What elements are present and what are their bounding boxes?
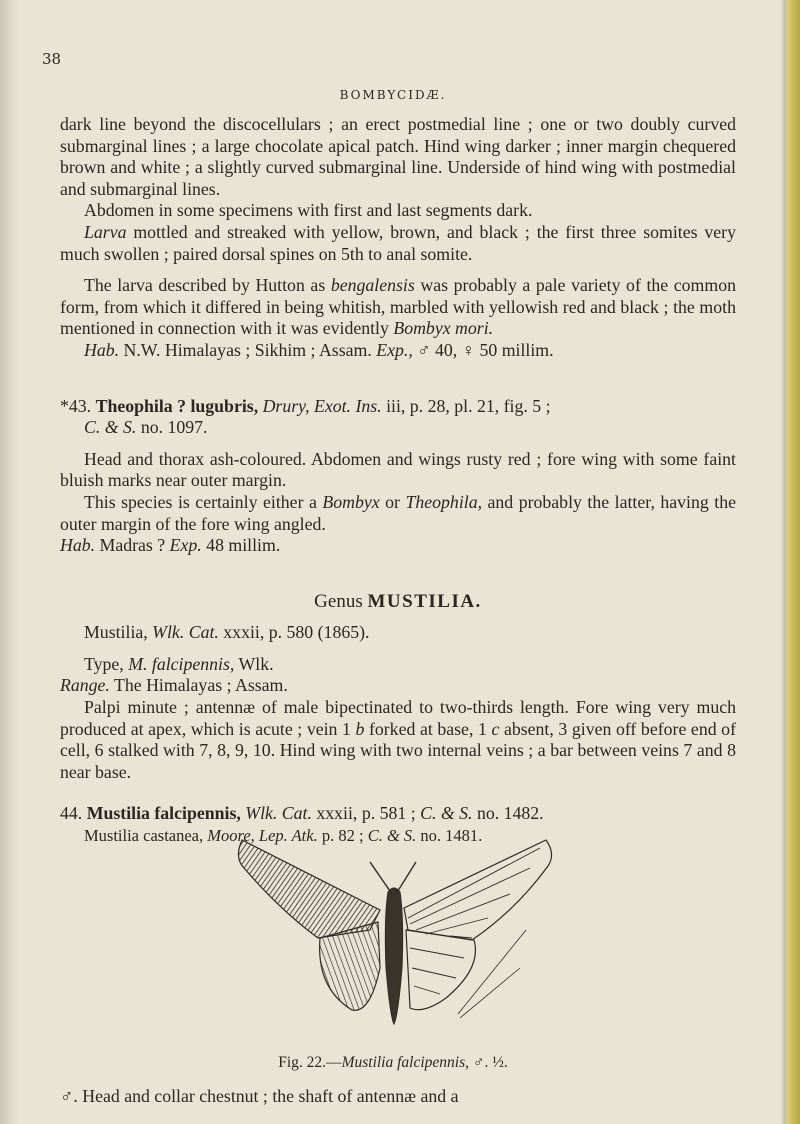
page-number: 38 bbox=[42, 50, 62, 68]
species-43-description: Head and thorax ash-coloured. Abdomen and wings rusty red ; fore wing with some faint bluish marks near outer margin. bbox=[60, 448, 736, 491]
genus-type: Type, M. falcipennis, Wlk. Range. The Himalayas ; Assam. bbox=[60, 653, 288, 696]
genus-name: MUSTILIA. bbox=[367, 590, 482, 612]
book-edge bbox=[786, 0, 800, 1124]
species-43-remark: This species is certainly either a Bombyx or Theophila, and probably the latter, having the outer margin of the fore wing angled. Hab. Madras ? Exp. 48 millim. bbox=[60, 491, 736, 556]
right-hind-wing bbox=[406, 930, 475, 1010]
moth-illustration bbox=[220, 818, 580, 1056]
species-43-heading: *43. Theophila ? lugubris, Drury, Exot. Ins. iii, p. 28, pl. 21, fig. 5 ; C. & S. no. 1097. bbox=[60, 395, 551, 438]
paragraph-wing-description: dark line beyond the discocellulars ; an erect postmedial line ; one or two doubly curved submarginal lines ; a large chocolate apical patch. Hind wing darker ; inner margin chequered brown and white ; a slightly curved submarginal line. Underside of hind wing with postmedial and submarginal lines. bbox=[60, 114, 736, 199]
larva-label: Larva bbox=[84, 221, 127, 242]
figure-caption: Fig. 22.—Mustilia falcipennis, ♂. ½. bbox=[278, 1054, 508, 1071]
paragraph-male-description: ♂. Head and collar chestnut ; the shaft of antennæ and a bbox=[60, 1086, 459, 1106]
paragraph-habitat: Hab. N.W. Himalayas ; Sikhim ; Assam. Exp., ♂ 40, ♀ 50 millim. bbox=[84, 339, 554, 360]
page-body bbox=[60, 114, 736, 847]
species-44-synonym: Mustilia castanea, Moore, Lep. Atk. p. 82 ; C. & S. no. 1481. bbox=[84, 826, 483, 846]
species-43-name: Theophila ? lugubris, bbox=[95, 395, 259, 416]
moth-body bbox=[385, 888, 402, 1024]
left-fore-wing bbox=[238, 840, 380, 938]
genus-citation: Mustilia, Wlk. Cat. xxxii, p. 580 (1865). bbox=[84, 622, 370, 643]
species-44-heading: 44. Mustilia falcipennis, Wlk. Cat. xxxii, p. 581 ; C. & S. no. 1482. bbox=[60, 803, 544, 824]
paragraph-abdomen: Abdomen in some specimens with first and last segments dark. bbox=[84, 200, 533, 221]
running-head: BOMBYCIDÆ. bbox=[339, 88, 447, 102]
species-44-name: Mustilia falcipennis, bbox=[86, 803, 241, 824]
paragraph-hutton-note: The larva described by Hutton as bengalensis was probably a pale variety of the common form, from which it differed in being whitish, marbled with yellowish red and black ; the moth mentioned in connection with it was evidently Bombyx mori. bbox=[60, 275, 736, 339]
left-hind-wing bbox=[320, 922, 380, 1010]
right-fore-wing bbox=[404, 840, 552, 940]
page-gutter-shadow bbox=[0, 0, 18, 1124]
genus-heading: Genus MUSTILIA. bbox=[314, 590, 482, 612]
paragraph-larva: Larva mottled and streaked with yellow, brown, and black ; the first three somites very much swollen ; paired dorsal spines on 5th to anal somite. bbox=[60, 221, 736, 264]
genus-description: Palpi minute ; antennæ of male bipectinated to two-thirds length. Fore wing very much produced at apex, which is acute ; vein 1 b forked at base, 1 c absent, 3 given off before end of cell, 6 stalked with 7, 8, 9, 10. Hind wing with two internal veins ; a bar between veins 7 and 8 near base. bbox=[60, 697, 736, 782]
